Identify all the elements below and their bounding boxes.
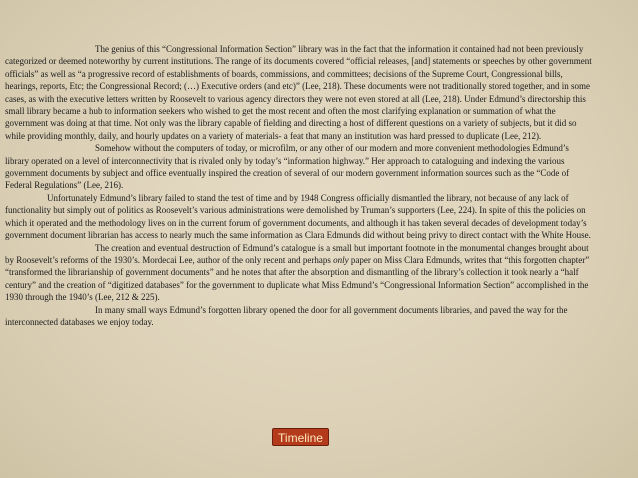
timeline-button[interactable]: Timeline (272, 428, 329, 446)
paragraph-3: Unfortunately Edmund’s library failed to stand the test of time and by 1948 Congress officially dismantled the library, not because of any lack of functionality but simply out of politics as Roosevelt’s various administrations were demolished by Truman’s supporters (Lee, 224). In spite of this the policies on which it operated and the methodology lives on in the current forum of government documents, and although it has taken several decades of development today’s government document librarian has access to nearly much the same information as Clara Edmunds did without being privy to direct contact with the White House. (5, 192, 591, 241)
paragraph-4-emphasis: only (333, 254, 349, 265)
paragraph-4 (5, 242, 592, 304)
paragraph-5: In many small ways Edmund’s forgotten library opened the door for all government documents libraries, and paved the way for the interconnected databases we enjoy today. (5, 304, 568, 327)
paragraph-4-text-a: The creation and eventual destruction of Edmund’s catalogue is a small but important footnote in the monumental changes brought about by Roosevelt’s reforms of the 1930’s. Mordecai Lee, author of the only recent and perhaps (5, 242, 589, 265)
paragraph-4-text-b: paper on Miss Clara Edmunds, writes that “this forgotten chapter” “transformed the librarianship of government documents” and he notes that after the absorption and dismantling of the library’s collection it took nearly a “half century” and the creation of “digitized databases” for the government to duplicate what Miss Edmund’s “Congressional Information Section” accomplished in the 1930 through the 1940’s (Lee, 212 & 225). (5, 254, 590, 303)
paragraph-1: The genius of this “Congressional Information Section” library was in the fact that the information it contained had not been previously categorized or deemed noteworthy by current institutions. The range of its documents covered “official releases, [and] statements or speeches by other government officials” as well as “a progressive record of establishments of boards, commissions, and committees; decisions of the Supreme Court, Congressional bills, hearings, reports, Etc; the Congressional Record; (…) Executive orders (and etc)” (Lee, 218). These documents were not traditionally stored together, and in some cases, as with the executive letters written by Roosevelt to various agency directors they were not even stored at all (Lee, 218). Under Edmund’s directorship this small library became a hub to information seekers who wished to get the most recent and often the most clarifying explanation or summation of what the government was doing at that time. Not only was the library capable of fielding and directing a host of different questions on a variety of subjects, but it did so while providing monthly, daily, and hourly updates on a variety of materials- a feat that many an institution was hard pressed to duplicate (Lee, 212). (5, 44, 592, 141)
essay-body (5, 43, 592, 328)
paragraph-2: Somehow without the computers of today, or microfilm, or any other of our modern and more convenient methodologies Edmund’s library operated on a level of interconnectivity that is rivaled only by today’s “information highway.” Her approach to cataloguing and indexing the various government documents by subject and office eventually inspired the creation of several of our modern government information sources such as the “Code of Federal Regulations” (Lee, 216). (5, 143, 570, 191)
